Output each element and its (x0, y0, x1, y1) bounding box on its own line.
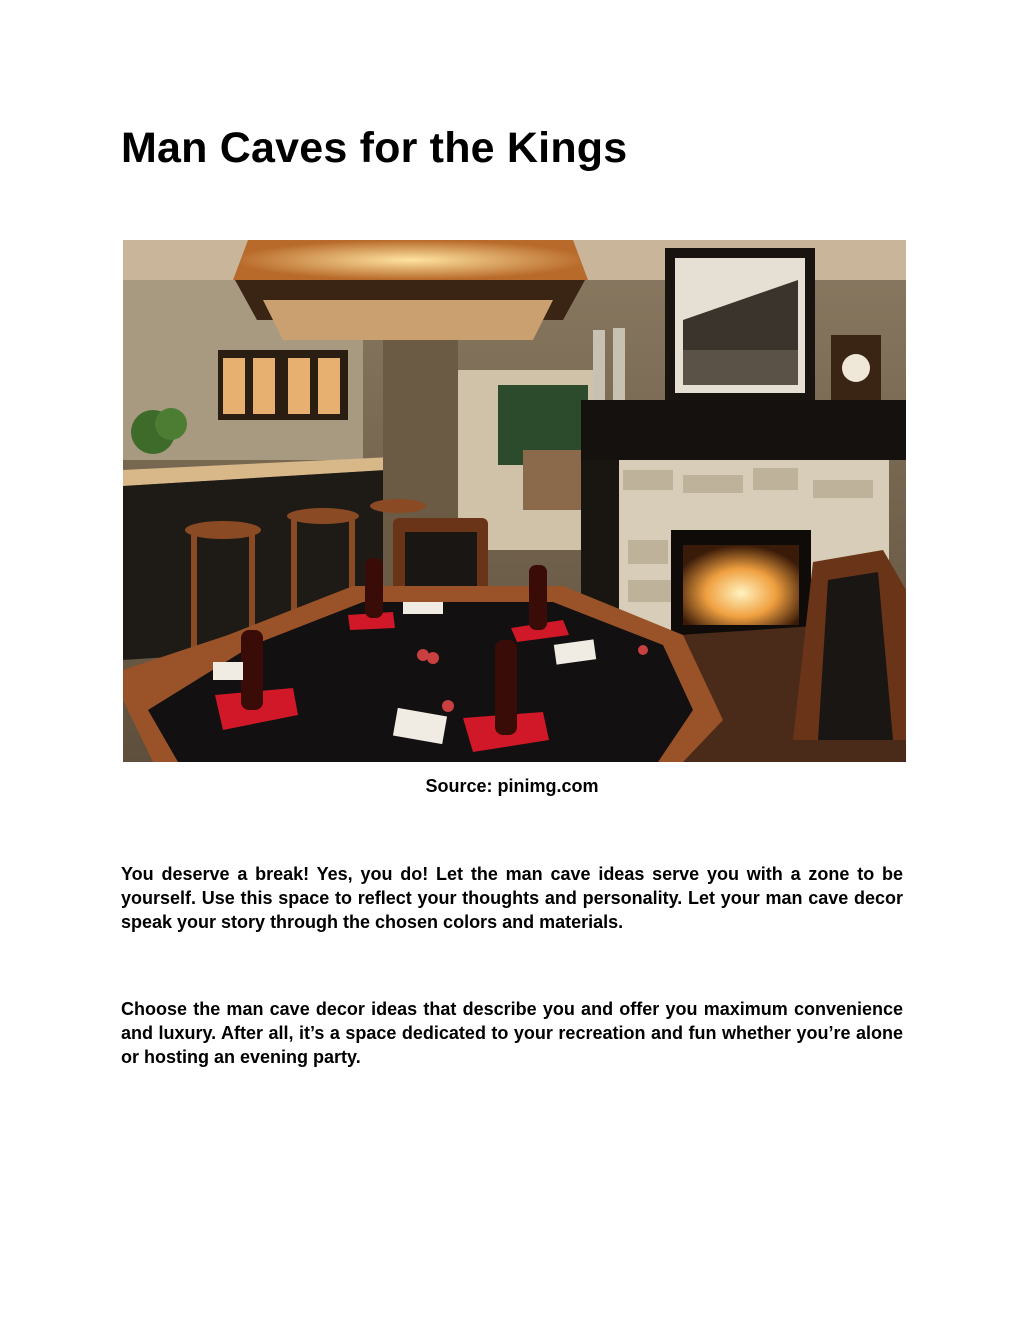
man-cave-photo (123, 240, 906, 762)
image-caption: Source: pinimg.com (425, 776, 599, 796)
page-title: Man Caves for the Kings (121, 124, 628, 172)
body-paragraph-1: You deserve a break! Yes, you do! Let the man cave ideas serve you with a zone to be yourself. Use this space to reflect your thoughts and personality. Let your man cave decor speak your story through the chosen colors and materials. (121, 864, 903, 932)
body-paragraph-2: Choose the man cave decor ideas that describe you and offer you maximum convenience and luxury. After all, it’s a space dedicated to your recreation and fun whether you’re alone or hosting an evening party. (121, 999, 903, 1067)
